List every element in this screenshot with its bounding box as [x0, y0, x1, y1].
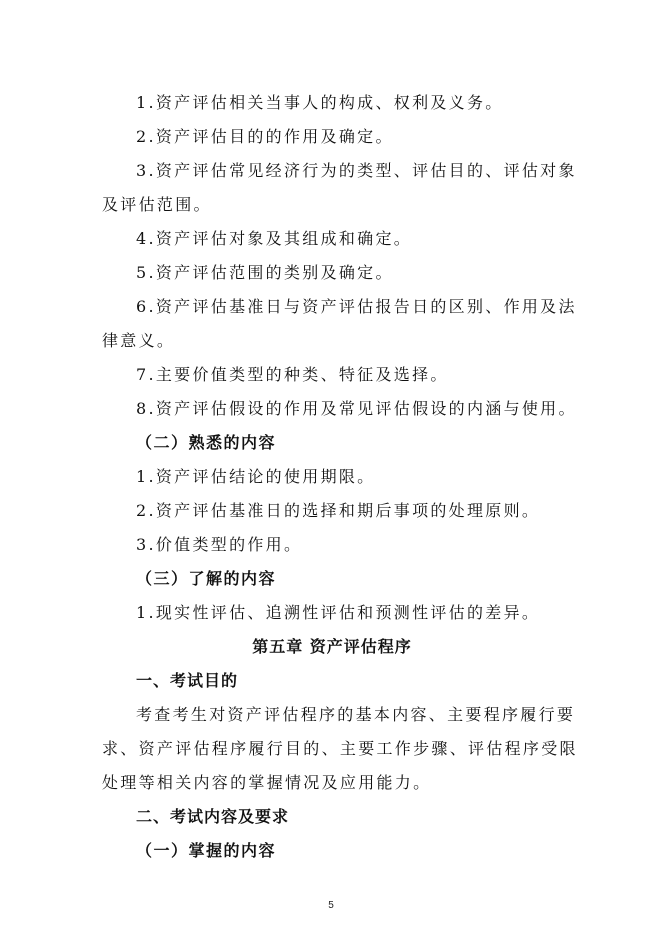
purpose-paragraph: 考查考生对资产评估程序的基本内容、主要程序履行要 [136, 705, 576, 724]
purpose-paragraph-continued: 求、资产评估程序履行目的、主要工作步骤、评估程序受限 [102, 739, 578, 758]
item-paragraph: 5.资产评估范围的类别及确定。 [136, 263, 394, 282]
item-paragraph: 3.资产评估常见经济行为的类型、评估目的、评估对象 [136, 161, 577, 180]
item-paragraph: 8.资产评估假设的作用及常见评估假设的内涵与使用。 [136, 399, 577, 418]
item-paragraph: 7.主要价值类型的种类、特征及选择。 [136, 365, 449, 384]
item-paragraph: 2.资产评估目的的作用及确定。 [136, 127, 394, 146]
section-heading-content: 二、考试内容及要求 [136, 807, 290, 826]
page-content [102, 86, 578, 868]
subheading-familiar: （二）熟悉的内容 [136, 433, 277, 452]
section-heading-purpose: 一、考试目的 [136, 671, 239, 690]
item-paragraph-continued: 及评估范围。 [102, 195, 212, 214]
item-paragraph: 2.资产评估基准日的选择和期后事项的处理原则。 [136, 501, 541, 520]
item-paragraph: 6.资产评估基准日与资产评估报告日的区别、作用及法 [136, 297, 577, 316]
chapter-title: 第五章 资产评估程序 [252, 637, 412, 656]
item-paragraph: 4.资产评估对象及其组成和确定。 [136, 229, 413, 248]
item-paragraph-continued: 律意义。 [102, 331, 176, 350]
item-paragraph: 1.现实性评估、追溯性评估和预测性评估的差异。 [136, 603, 541, 622]
purpose-paragraph-continued: 处理等相关内容的掌握情况及应用能力。 [102, 773, 432, 792]
subheading-understand: （三）了解的内容 [136, 569, 277, 588]
page-number: 5 [328, 900, 334, 911]
item-paragraph: 1.资产评估结论的使用期限。 [136, 467, 376, 486]
item-paragraph: 3.价值类型的作用。 [136, 535, 303, 554]
item-paragraph: 1.资产评估相关当事人的构成、权利及义务。 [136, 93, 504, 112]
subheading-master: （一）掌握的内容 [136, 841, 277, 860]
